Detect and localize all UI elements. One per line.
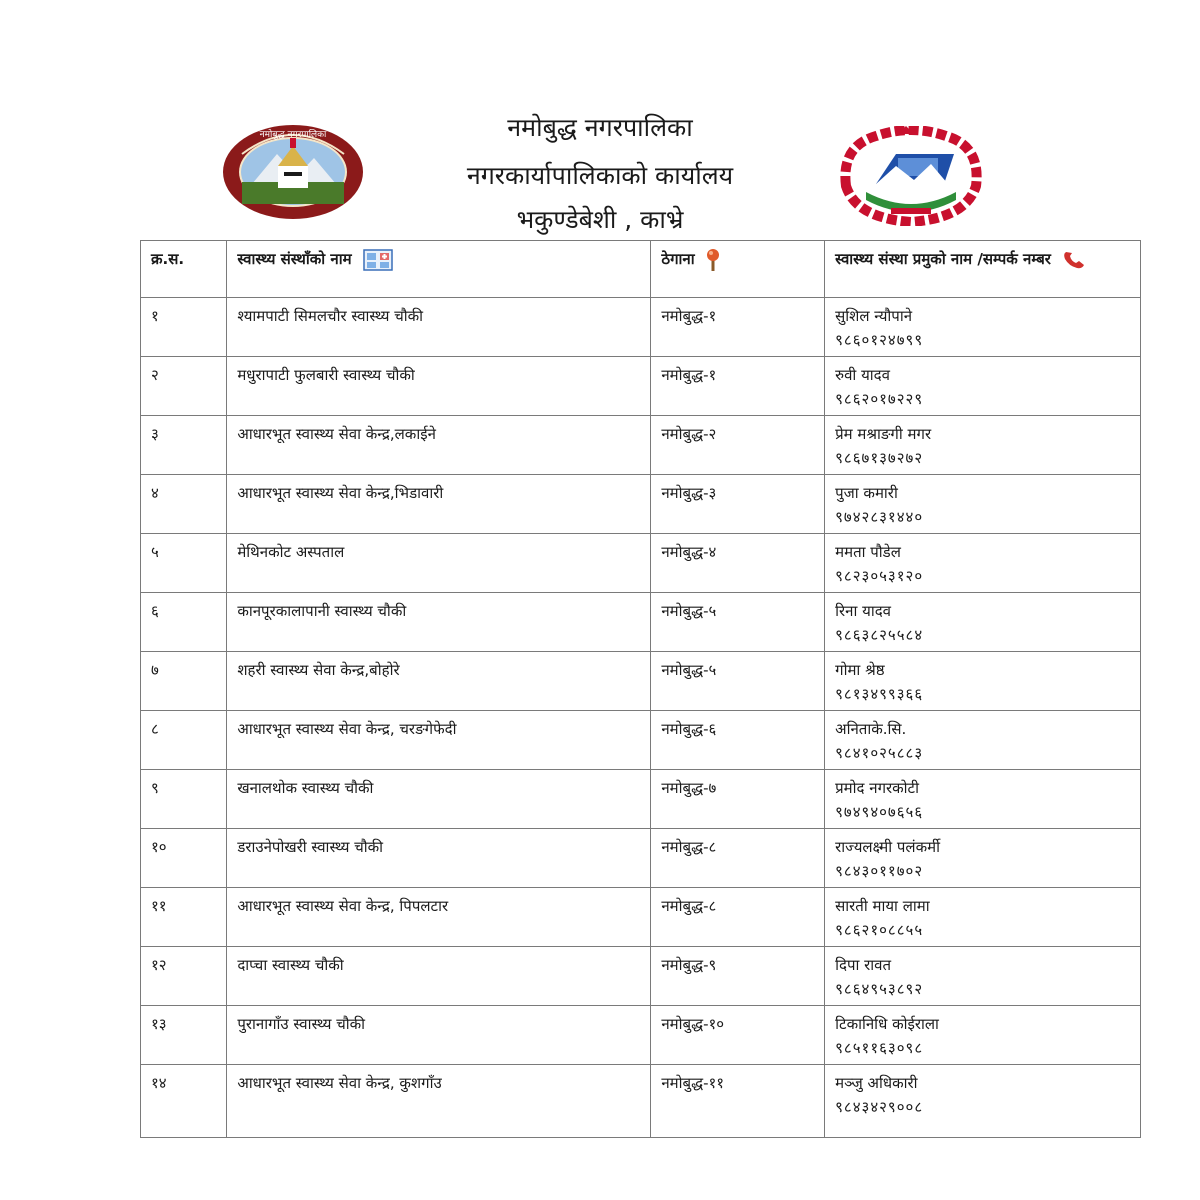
- cell-phone-number: ९८४३०११७०२: [835, 862, 924, 880]
- cell-institution-name: [227, 593, 651, 652]
- cell-head-contact-text: अनिताके.सि.: [835, 720, 907, 738]
- cell-institution-name: [227, 829, 651, 888]
- table-row: [141, 593, 1141, 652]
- cell-head-contact: [825, 770, 1141, 829]
- cell-institution-name-text: मधुरापाटी फुलबारी स्वास्थ्य चौकी: [237, 366, 415, 384]
- cell-institution-name: [227, 1006, 651, 1065]
- cell-phone-number: ९८१३४९९३६६: [835, 685, 924, 703]
- cell-head-contact-text: ममता पौडेल: [835, 543, 901, 561]
- cell-address: [651, 298, 825, 357]
- cell-serial-text: १४: [151, 1074, 167, 1092]
- cell-institution-name-text: कानपूरकालापानी स्वास्थ्य चौकी: [237, 602, 407, 620]
- cell-address: [651, 652, 825, 711]
- cell-phone-number: ९७४२८३१४४०: [835, 508, 924, 526]
- cell-address-text: नमोबुद्ध-५: [661, 661, 717, 679]
- header-name-label: स्वास्थ्य संस्थाँको नाम: [237, 250, 352, 268]
- header-institution-name: [227, 241, 651, 298]
- cell-head-contact: [825, 357, 1141, 416]
- cell-address-text: नमोबुद्ध-७: [661, 779, 717, 797]
- cell-institution-name: [227, 888, 651, 947]
- cell-institution-name: [227, 770, 651, 829]
- cell-institution-name-text: आधारभूत स्वास्थ्य सेवा केन्द्र, चरङगेफेदी: [237, 720, 457, 738]
- cell-institution-name: [227, 298, 651, 357]
- header-address: [651, 241, 825, 298]
- cell-institution-name: [227, 416, 651, 475]
- nepal-emblem-logo: [836, 126, 986, 226]
- cell-serial-text: २: [151, 366, 159, 384]
- cell-address: [651, 770, 825, 829]
- cell-phone-number: ९८६२०१७२२९: [835, 390, 924, 408]
- cell-phone-number: ९८५११६३०९८: [835, 1039, 924, 1057]
- cell-serial: [141, 593, 227, 652]
- cell-serial: [141, 1065, 227, 1138]
- cell-head-contact-text: रुवी यादव: [835, 366, 890, 384]
- cell-phone-number: ९८६०१२४७९९: [835, 331, 924, 349]
- cell-institution-name: [227, 711, 651, 770]
- cell-head-contact-text: प्रेम मश्राङगी मगर: [835, 425, 932, 443]
- cell-serial: [141, 534, 227, 593]
- cell-serial: [141, 652, 227, 711]
- cell-institution-name-text: आधारभूत स्वास्थ्य सेवा केन्द्र,भिडावारी: [237, 484, 444, 502]
- cell-address-text: नमोबुद्ध-१: [661, 307, 717, 325]
- cell-institution-name-text: डराउनेपोखरी स्वास्थ्य चौकी: [237, 838, 384, 856]
- table-row: [141, 534, 1141, 593]
- cell-serial-text: १: [151, 307, 159, 325]
- cell-head-contact: [825, 947, 1141, 1006]
- office-location: भकुण्डेबेशी , काभ्रे: [516, 205, 684, 234]
- cell-head-contact-text: राज्यलक्ष्मी पलंकर्मी: [835, 838, 940, 856]
- cell-address-text: नमोबुद्ध-६: [661, 720, 717, 738]
- cell-address: [651, 357, 825, 416]
- cell-institution-name: [227, 1065, 651, 1138]
- cell-institution-name-text: श्यामपाटी सिमलचौर स्वास्थ्य चौकी: [237, 307, 424, 325]
- cell-address: [651, 711, 825, 770]
- cell-serial: [141, 298, 227, 357]
- cell-head-contact-text: पुजा कमारी: [835, 484, 898, 502]
- cell-address-text: नमोबुद्ध-२: [661, 425, 717, 443]
- table-row: [141, 298, 1141, 357]
- cell-address: [651, 1006, 825, 1065]
- cell-serial: [141, 947, 227, 1006]
- cell-serial: [141, 770, 227, 829]
- cell-head-contact: [825, 475, 1141, 534]
- table-row: [141, 947, 1141, 1006]
- table-row: [141, 711, 1141, 770]
- table-row: [141, 888, 1141, 947]
- cell-head-contact: [825, 652, 1141, 711]
- cell-head-contact: [825, 416, 1141, 475]
- cell-serial: [141, 357, 227, 416]
- cell-head-contact: [825, 298, 1141, 357]
- cell-serial-text: १०: [151, 838, 167, 856]
- header-serial-label: क्र.स.: [151, 250, 185, 268]
- cell-institution-name-text: आधारभूत स्वास्थ्य सेवा केन्द्र, पिपलटार: [237, 897, 449, 915]
- cell-phone-number: ९८६३८२५५८४: [835, 626, 924, 644]
- cell-serial-text: ४: [151, 484, 159, 502]
- cell-serial: [141, 888, 227, 947]
- cell-institution-name-text: शहरी स्वास्थ्य सेवा केन्द्र,बोहोरे: [237, 661, 400, 679]
- cell-serial-text: १३: [151, 1015, 167, 1033]
- document-header: [0, 0, 1200, 240]
- cell-head-contact-text: रिना यादव: [835, 602, 892, 620]
- cell-phone-number: ९८४३४२९००८: [835, 1098, 924, 1116]
- cell-address-text: नमोबुद्ध-३: [661, 484, 717, 502]
- cell-serial-text: ३: [151, 425, 159, 443]
- office-title: नगरकार्यापालिकाको कार्यालय: [466, 161, 734, 190]
- cell-address: [651, 475, 825, 534]
- cell-address-text: नमोबुद्ध-१: [661, 366, 717, 384]
- cell-serial-text: ८: [151, 720, 159, 738]
- cell-institution-name: [227, 534, 651, 593]
- cell-address-text: नमोबुद्ध-९: [661, 956, 717, 974]
- cell-head-contact: [825, 888, 1141, 947]
- municipality-seal-logo: [222, 124, 364, 220]
- cell-address-text: नमोबुद्ध-४: [661, 543, 717, 561]
- cell-address: [651, 1065, 825, 1138]
- cell-institution-name-text: खनालथोक स्वास्थ्य चौकी: [237, 779, 374, 797]
- cell-serial: [141, 829, 227, 888]
- cell-head-contact: [825, 534, 1141, 593]
- cell-serial-text: ६: [151, 602, 159, 620]
- cell-head-contact-text: प्रमोद नगरकोटी: [835, 779, 920, 797]
- table-header-row: [141, 241, 1141, 298]
- table-row: [141, 416, 1141, 475]
- cell-serial-text: ७: [151, 661, 159, 679]
- cell-head-contact-text: गोमा श्रेष्ठ: [835, 661, 885, 679]
- table-row: [141, 1065, 1141, 1138]
- cell-serial-text: ९: [151, 779, 159, 797]
- health-institutions-table: [140, 240, 1141, 1138]
- cell-address-text: नमोबुद्ध-५: [661, 602, 717, 620]
- cell-institution-name-text: आधारभूत स्वास्थ्य सेवा केन्द्र,लकाईने: [237, 425, 436, 443]
- cell-phone-number: ९८२३०५३१२०: [835, 567, 924, 585]
- cell-head-contact: [825, 829, 1141, 888]
- cell-address-text: नमोबुद्ध-१०: [661, 1015, 725, 1033]
- location-pin-icon: [706, 248, 720, 272]
- hospital-icon: [363, 249, 393, 271]
- cell-address-text: नमोबुद्ध-११: [661, 1074, 725, 1092]
- cell-institution-name: [227, 652, 651, 711]
- cell-address-text: नमोबुद्ध-८: [661, 897, 717, 915]
- cell-serial-text: १२: [151, 956, 167, 974]
- cell-institution-name-text: पुरानागाँउ स्वास्थ्य चौकी: [237, 1015, 366, 1033]
- cell-head-contact: [825, 1006, 1141, 1065]
- cell-phone-number: ९७४९४०७६५६: [835, 803, 924, 821]
- cell-address: [651, 829, 825, 888]
- cell-head-contact-text: सुशिल न्यौपाने: [835, 307, 913, 325]
- header-head-contact: [825, 241, 1141, 298]
- cell-head-contact: [825, 593, 1141, 652]
- cell-institution-name-text: आधारभूत स्वास्थ्य सेवा केन्द्र, कुशगाँउ: [237, 1074, 442, 1092]
- cell-institution-name-text: दाप्चा स्वास्थ्य चौकी: [237, 956, 344, 974]
- table-row: [141, 357, 1141, 416]
- cell-address: [651, 593, 825, 652]
- cell-phone-number: ९८६४९५३८९२: [835, 980, 924, 998]
- cell-serial: [141, 711, 227, 770]
- table-row: [141, 652, 1141, 711]
- cell-head-contact-text: सारती माया लामा: [835, 897, 930, 915]
- cell-address: [651, 416, 825, 475]
- table-row: [141, 1006, 1141, 1065]
- cell-serial-text: ११: [151, 897, 167, 915]
- cell-address: [651, 947, 825, 1006]
- table-row: [141, 475, 1141, 534]
- cell-serial: [141, 416, 227, 475]
- cell-serial: [141, 475, 227, 534]
- cell-head-contact-text: टिकानिधि कोईराला: [835, 1015, 939, 1033]
- cell-head-contact-text: दिपा रावत: [835, 956, 892, 974]
- header-head-label: स्वास्थ्य संस्था प्रमुको नाम /सम्पर्क नम्बर: [835, 250, 1051, 268]
- cell-serial-text: ५: [151, 543, 159, 561]
- cell-serial: [141, 1006, 227, 1065]
- cell-institution-name: [227, 357, 651, 416]
- cell-phone-number: ९८६२१०८८५५: [835, 921, 924, 939]
- cell-head-contact-text: मञ्जु अधिकारी: [835, 1074, 918, 1092]
- table-row: [141, 829, 1141, 888]
- table-row: [141, 770, 1141, 829]
- municipality-title: नमोबुद्ध नगरपालिका: [507, 113, 693, 142]
- header-address-label: ठेगाना: [661, 250, 695, 268]
- cell-institution-name-text: मेथिनकोट अस्पताल: [237, 543, 345, 561]
- header-serial: [141, 241, 227, 298]
- cell-address: [651, 888, 825, 947]
- cell-address-text: नमोबुद्ध-८: [661, 838, 717, 856]
- cell-institution-name: [227, 475, 651, 534]
- cell-head-contact: [825, 711, 1141, 770]
- telephone-icon: [1062, 250, 1086, 270]
- cell-address: [651, 534, 825, 593]
- seal-lettering: [260, 128, 327, 140]
- cell-phone-number: ९८६७१३७२७२: [835, 449, 924, 467]
- cell-institution-name: [227, 947, 651, 1006]
- cell-head-contact: [825, 1065, 1141, 1138]
- cell-phone-number: ९८४१०२५८८३: [835, 744, 924, 762]
- svg-text:नमोबुद्ध नगरपालिका: नमोबुद्ध नगरपालिका: [259, 130, 327, 140]
